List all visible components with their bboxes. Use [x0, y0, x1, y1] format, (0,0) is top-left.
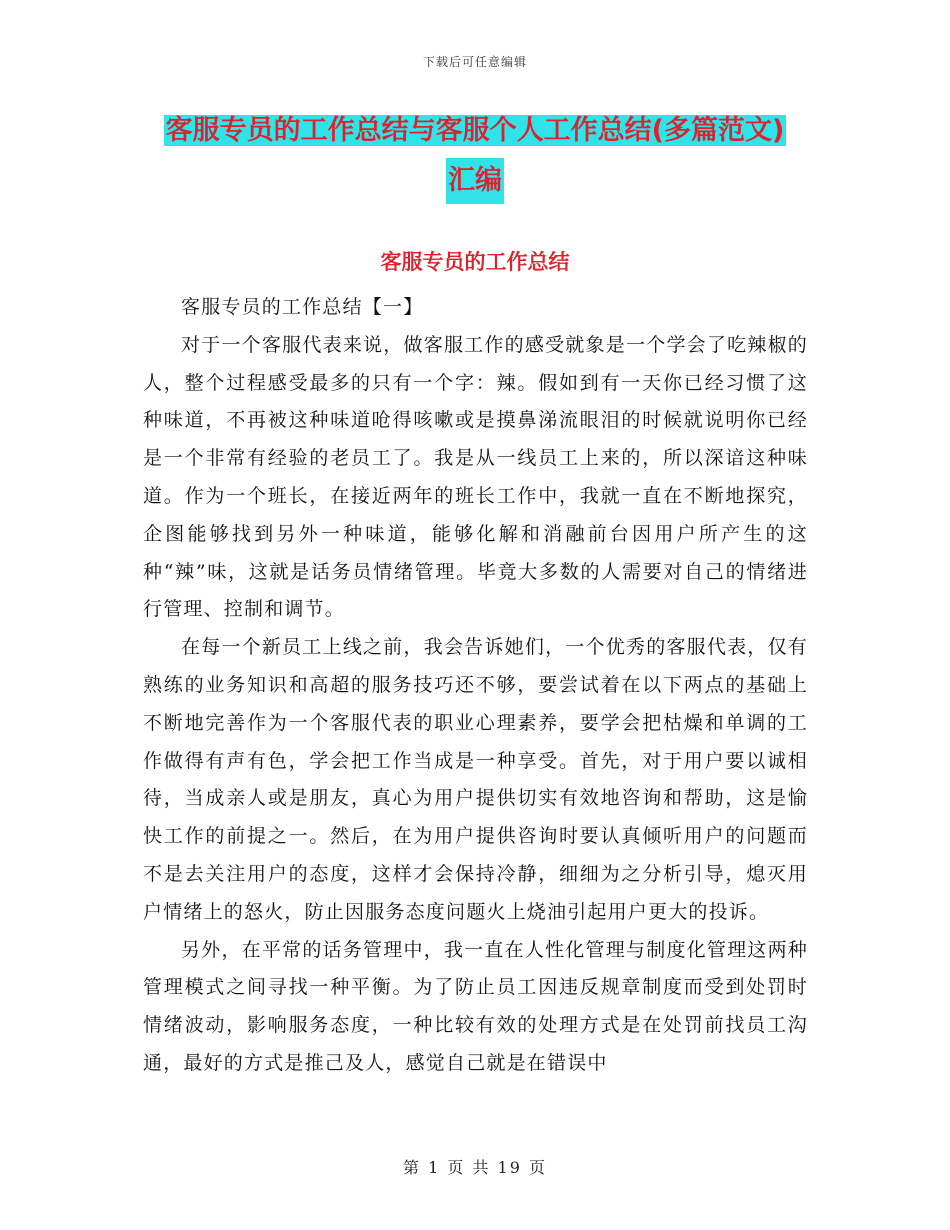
- paragraph-2: 在每一个新员工上线之前，我会告诉她们，一个优秀的客服代表，仅有熟练的业务知识和高超的服务技巧还不够，要尝试着在以下两点的基础上不断地完善作为一个客服代表的职业心理素养，要学会把枯燥和单调的工作做得有声有色，学会把工作当成是一种享受。首先，对于用户要以诚相待，当成亲人或是朋友，真心为用户提供切实有效地咨询和帮助，这是愉快工作的前提之一。然后，在为用户提供咨询时要认真倾听用户的问题而不是去关注用户的态度，这样才会保持冷静，细细为之分析引导，熄灭用户情绪上的怒火，防止因服务态度问题火上烧油引起用户更大的投诉。: [143, 636, 808, 923]
- paragraph-3: 另外，在平常的话务管理中，我一直在人性化管理与制度化管理这两种管理模式之间寻找一种平衡。为了防止员工因违反规章制度而受到处罚时情绪波动，影响服务态度，一种比较有效的处理方式是在处罚前找员工沟通，最好的方式是推己及人，感觉自己就是在错误中: [143, 938, 808, 1074]
- subheading: 客服专员的工作总结【一】: [181, 296, 424, 318]
- paragraph-1: 对于一个客服代表来说，做客服工作的感受就象是一个学会了吃辣椒的人，整个过程感受最多的只有一个字：辣。假如到有一天你已经习惯了这种味道，不再被这种味道呛得咳嗽或是摸鼻涕流眼泪的时候就说明你已经是一个非常有经验的老员工了。我是从一线员工上来的，所以深谙这种味道。作为一个班长，在接近两年的班长工作中，我就一直在不断地探究，企图能够找到另外一种味道，能够化解和消融前台因用户所产生的这种“辣”味，这就是话务员情绪管理。毕竟大多数的人需要对自己的情绪进行管理、控制和调节。: [143, 333, 808, 621]
- main-title-line-2: 汇编: [446, 158, 504, 204]
- main-title-block: [0, 108, 950, 204]
- page-footer: 第 1 页 共 19 页: [403, 1158, 547, 1177]
- section-title: 客服专员的工作总结: [380, 250, 570, 274]
- main-title-line-1: 客服专员的工作总结与客服个人工作总结(多篇范文): [165, 115, 785, 146]
- document-body: [143, 289, 808, 1083]
- main-title: [164, 108, 787, 204]
- header-note: 下载后可任意编辑: [422, 55, 527, 69]
